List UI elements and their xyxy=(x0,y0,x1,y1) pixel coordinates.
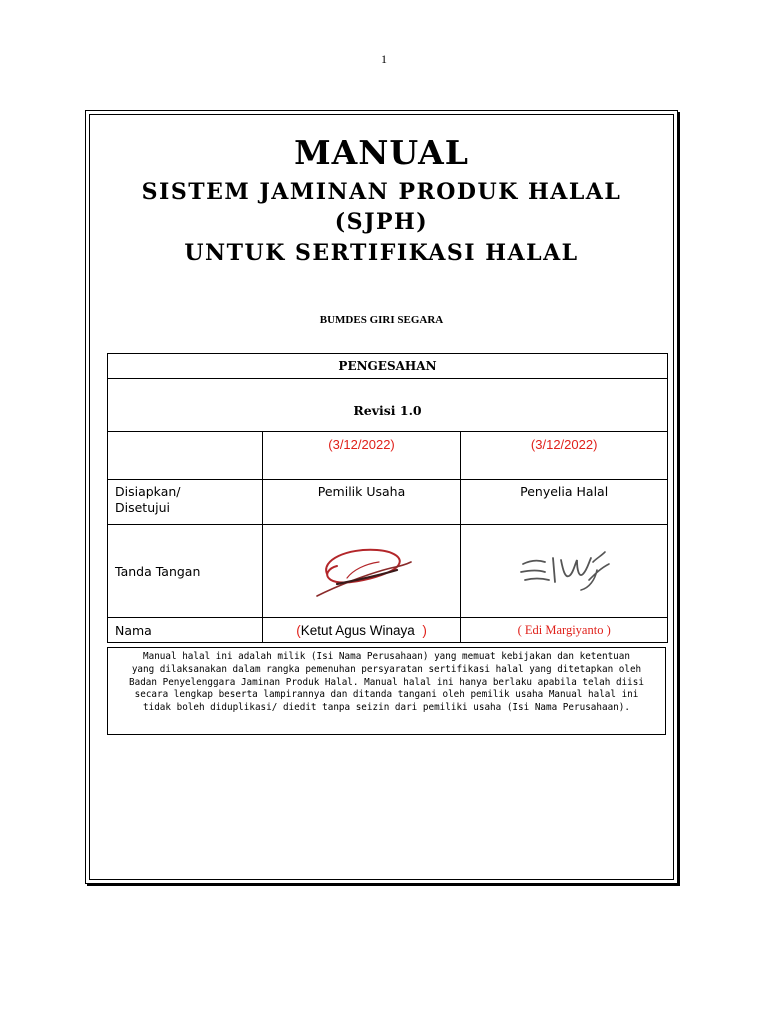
revision-label: Revisi 1.0 xyxy=(108,379,668,432)
title-main: MANUAL xyxy=(294,133,469,172)
role-supervisor: Penyelia Halal xyxy=(461,480,668,525)
note-line: Manual halal ini adalah milik (Isi Nama Perusahaan) yang memuat kebijakan dan ketentuan xyxy=(143,651,630,662)
signature-label: Tanda Tangan xyxy=(108,525,263,618)
title-line-2: (SJPH) xyxy=(334,209,429,235)
prepared-label-line1: Disiapkan/ xyxy=(115,484,181,499)
title-line-1: SISTEM JAMINAN PRODUK HALAL xyxy=(141,179,622,205)
signature-supervisor-image xyxy=(509,540,619,602)
note-line: tidak boleh diduplikasi/ diedit tanpa seizin dari pemiliki usaha (Isi Nama Perusahaan). xyxy=(143,702,630,714)
name-owner-text: Ketut Agus Winaya xyxy=(300,622,415,638)
note-line: Badan Penyelenggara Jaminan Produk Halal. Manual halal ini hanya berlaku apabila telah diisi xyxy=(129,676,644,688)
prepared-label xyxy=(108,480,263,525)
ownership-note xyxy=(107,647,666,735)
date-supervisor: (3/12/2022) xyxy=(461,432,668,480)
approval-header: PENGESAHAN xyxy=(108,354,668,379)
signature-supervisor-cell xyxy=(461,525,668,618)
prepared-label-line2: Disetujui xyxy=(115,500,170,515)
name-supervisor: ( Edi Margiyanto ) xyxy=(461,618,668,643)
organization-name: BUMDES GIRI SEGARA xyxy=(319,314,444,326)
paren-close: ) xyxy=(422,622,427,638)
signature-owner-cell xyxy=(262,525,461,618)
signature-owner-image xyxy=(307,540,417,602)
approval-table xyxy=(107,353,668,643)
name-label: Nama xyxy=(108,618,263,643)
name-owner xyxy=(262,618,461,643)
title-line-3: UNTUK SERTIFIKASI HALAL xyxy=(184,240,579,266)
note-line: yang dilaksanakan dalam rangka pemenuhan persyaratan sertifikasi halal yang ditetapkan oleh xyxy=(131,663,642,675)
page-number: 1 xyxy=(381,52,387,66)
date-blank-cell xyxy=(108,432,263,480)
note-line: secara lengkap beserta lampirannya dan ditanda tangani oleh pemilik usaha Manual halal ini xyxy=(134,689,639,701)
role-owner: Pemilik Usaha xyxy=(262,480,461,525)
paren-open: ( xyxy=(296,622,301,638)
document-frame xyxy=(85,110,678,884)
date-owner: (3/12/2022) xyxy=(262,432,461,480)
